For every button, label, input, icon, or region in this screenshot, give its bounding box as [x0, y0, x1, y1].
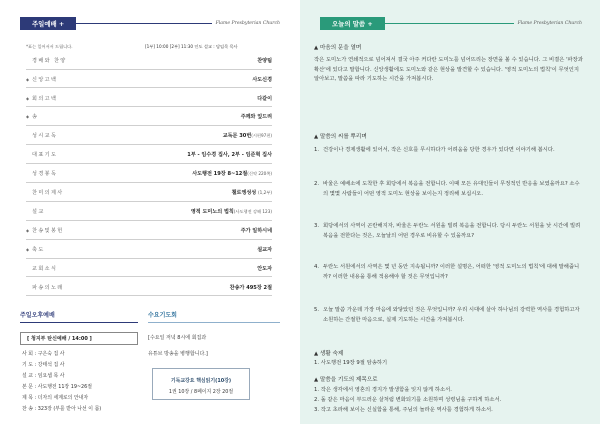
prayer-item: 3. 작고 초라해 보이는 신실함을 통해, 주님의 놀라운 역사를 경험하게 하소서. [314, 407, 493, 413]
sunday-service-header [20, 17, 280, 30]
point-2 [314, 180, 584, 199]
order-value-text: 챌로엥성성 [231, 190, 259, 197]
section-sow-word [314, 132, 367, 140]
order-label: 대표기도 [32, 152, 58, 159]
sunday-service-tag: 주일예배 + [20, 17, 76, 30]
intro-paragraph: 작은 도미노가 연쇄적으로 넘어져서 결국 아주 커다란 도미노를 넘어뜨리는 장면을 볼 수 있습니다. 그 비결은 '파장과 확산'에 있다고 말합니다. 신앙생활에도 도미노와 같은 현상을 발견할 수 있습니다. '영적 도미노의 법칙'이 무엇인지 알아보고, 말씀을 따라 기도하는 시간을 가져봅시다. [314, 57, 583, 83]
order-row [26, 165, 272, 183]
section-open-heart [314, 43, 361, 51]
point-number: 3. [314, 223, 320, 229]
order-value [94, 189, 272, 196]
evening-row: 찬 송 : 323장 (부를 받아 나선 이 몸) [22, 406, 102, 412]
order-label: 성경봉독 [32, 171, 58, 178]
evening-service-rule [20, 322, 138, 323]
order-label: 축도 [32, 246, 45, 253]
order-label: 경배와 찬양 [32, 57, 67, 64]
order-value [94, 95, 272, 102]
order-value-text: 다같이 [257, 95, 272, 102]
point-number: 2. [314, 181, 320, 187]
order-label: 설교 [32, 208, 45, 215]
evening-row: 본 문 : 사도행전 11장 19~26절 [22, 384, 92, 390]
header-rule [385, 23, 514, 24]
right-page [300, 0, 600, 424]
standing-mark-icon: ◈ [26, 227, 30, 233]
evening-row: 사 회 : 구은숙 집 사 [22, 351, 65, 357]
order-label: 찬송및봉헌 [32, 227, 64, 234]
point-number: 5. [314, 307, 320, 313]
point-text: 두란노 서원에서의 사역은 몇 년 동안 지속됩니까? 이러한 설명은, 어떠한 '영적 도미노의 법칙'에 대해 말해줍니까? 이러한 내용을 통해 적용해야 할 것은 무엇입니까? [323, 264, 580, 280]
order-row [26, 71, 272, 89]
order-value [94, 265, 272, 272]
point-text: 오늘 말씀 가운데 가장 마음에 와닿았던 것은 무엇입니까? 우리 시대에 살아 하나님의 강력한 역사를 경험하고자 소원하는 간절한 마음으로, 실제 기도하는 시간을 가져봅시다. [323, 307, 580, 323]
evening-service-box: [ 청지부 탄신예배 / 14:00 ] [20, 332, 138, 345]
order-label: 찬미의제사 [32, 190, 64, 197]
warning-triangle-icon: ▲ [314, 45, 319, 51]
point-5 [314, 306, 584, 325]
order-value-note: (사도행전 강해 123) [233, 208, 272, 214]
point-number: 4. [314, 264, 320, 270]
evening-service-title: 주일오후예배 [20, 312, 55, 319]
evening-row: 설 교 : 임요셉 목 사 [22, 373, 65, 379]
order-value [94, 132, 272, 139]
order-value [94, 227, 272, 234]
evening-row: 제 목 : 더자의 세계로의 안내자 [22, 395, 89, 401]
section-title: 말씀의 씨를 뿌리며 [319, 134, 367, 140]
order-value [94, 113, 272, 120]
order-row [26, 241, 272, 259]
order-label: 회의고백 [32, 95, 58, 102]
point-1 [314, 146, 584, 156]
standing-mark-icon: ◈ [26, 95, 30, 101]
todays-word-header [320, 17, 582, 30]
order-row [26, 279, 272, 297]
order-row [26, 260, 272, 278]
prayer-item: 1. 작은 생각에서 영혼의 경지가 발생함을 잊지 않게 하소서. [314, 387, 452, 393]
prayer-item: 2. 돌 같은 마음이 부드러운 살처럼 변화되기를 소원하며 성령님을 구하게 하소서. [314, 397, 502, 403]
order-value-text: 교독문 30번 [222, 133, 252, 140]
point-text: 바울은 예배소에 도착한 후 회당에서 복음을 전합니다. 이때 모든 유대인들이 무정적인 반응을 보였을까요? 소수의 몇몇 사람들이 어떤 영적 도미노 현상을 보이는지 정리해 보십시오. [323, 181, 580, 197]
todays-word-tag: 오늘의 말씀 + [320, 17, 385, 30]
order-value-text: 안도자 [257, 265, 272, 272]
header-rule [76, 23, 211, 24]
section-homework [314, 349, 343, 357]
order-row [26, 147, 272, 165]
warning-triangle-icon: ▲ [314, 134, 319, 140]
order-value-text: 설교자 [257, 246, 272, 253]
standing-mark-icon: ◈ [26, 114, 30, 120]
wednesday-prayer-title: 수요기도회 [148, 312, 177, 319]
study-range: 1권 10장 / 8페이지 2장 20절 [168, 389, 234, 395]
order-value-note: (신약 220쪽) [247, 171, 272, 177]
order-row [26, 184, 272, 202]
wednesday-study-box [152, 368, 250, 400]
church-name: Flame Presbyterian Church [517, 21, 582, 26]
homework-item: 1. 사도행전 19장 9절 암송하기 [314, 360, 388, 366]
standing-mark-icon: ◈ [26, 76, 30, 82]
evening-row: 기 도 : 강태석 집 사 [22, 362, 65, 368]
order-value [94, 57, 272, 64]
order-value-text: 영적 도미노의 법칙 [190, 208, 234, 215]
order-label: 성시교독 [32, 133, 58, 140]
order-value [94, 284, 272, 291]
order-value-text: 사도신경 [252, 76, 272, 83]
order-value-text: 주가 일하시네 [240, 227, 272, 234]
order-value [94, 246, 272, 253]
section-title: 마음의 문을 열며 [319, 45, 362, 51]
order-row [26, 203, 272, 221]
order-label: 신앙고백 [32, 76, 58, 83]
point-number: 1. [314, 147, 320, 153]
point-text: 회당에서의 사역이 곤란해지자, 바울은 두란노 서원을 빌려 복음을 전합니다. 당시 두란노 서원을 낮 시간에 빌려 복음을 전한다는 것은, 오늘날의 어떤 경우로 비유할 수 있을까요? [323, 223, 581, 239]
order-row [26, 109, 272, 127]
point-4 [314, 263, 584, 282]
study-title: 기독교강요 핵심읽기(10강) [170, 378, 232, 384]
order-value [94, 151, 272, 158]
order-value-text: 1부 - 임수경 집사, 2부 - 임준혁 집사 [187, 152, 272, 159]
order-value-text: 주께와 엎드려 [240, 114, 272, 121]
order-row [26, 128, 272, 146]
section-title: 말씀을 기도의 제목으로 [319, 377, 378, 383]
order-value [94, 170, 272, 177]
wednesday-text: 유튜브 방송을 병행합니다.] [148, 351, 208, 357]
standing-note: *표는 일어서서 드립니다. [26, 44, 73, 49]
order-value [94, 208, 272, 215]
order-label: 파송의노래 [32, 284, 64, 291]
order-value-note: (시편97편) [251, 133, 272, 139]
order-label: 송 [32, 114, 39, 121]
point-text: 건강이나 경제생활에 있어서, 작은 신호를 무시하다가 어려움을 당한 경우가 있다면 이야기해 봅시다. [323, 147, 555, 153]
section-prayer [314, 375, 378, 383]
order-row [26, 90, 272, 108]
order-row [26, 222, 272, 240]
warning-triangle-icon: ▲ [314, 351, 319, 357]
warning-triangle-icon: ▲ [314, 377, 319, 383]
wednesday-text: [수요일 저녁 8시에 회집과 [148, 335, 207, 341]
order-value-text: 찬양팀 [257, 57, 272, 64]
point-3 [314, 222, 584, 241]
order-value-text: 사도행전 19장 8~12절 [192, 171, 248, 178]
order-value [94, 76, 272, 83]
wednesday-rule [148, 322, 280, 323]
order-row [26, 52, 272, 70]
section-title: 생활 숙제 [319, 351, 344, 357]
service-times: [1부] 10:00 [2부] 11:30 인도 설교 : 담임목 목사 [145, 44, 238, 49]
standing-mark-icon: ◈ [26, 246, 30, 252]
order-value-text: 찬송가 495장 2절 [229, 284, 272, 291]
order-label: 교회소식 [32, 265, 58, 272]
order-value-note: (1,2부) [258, 190, 272, 196]
church-name: Flame Presbyterian Church [215, 21, 280, 26]
